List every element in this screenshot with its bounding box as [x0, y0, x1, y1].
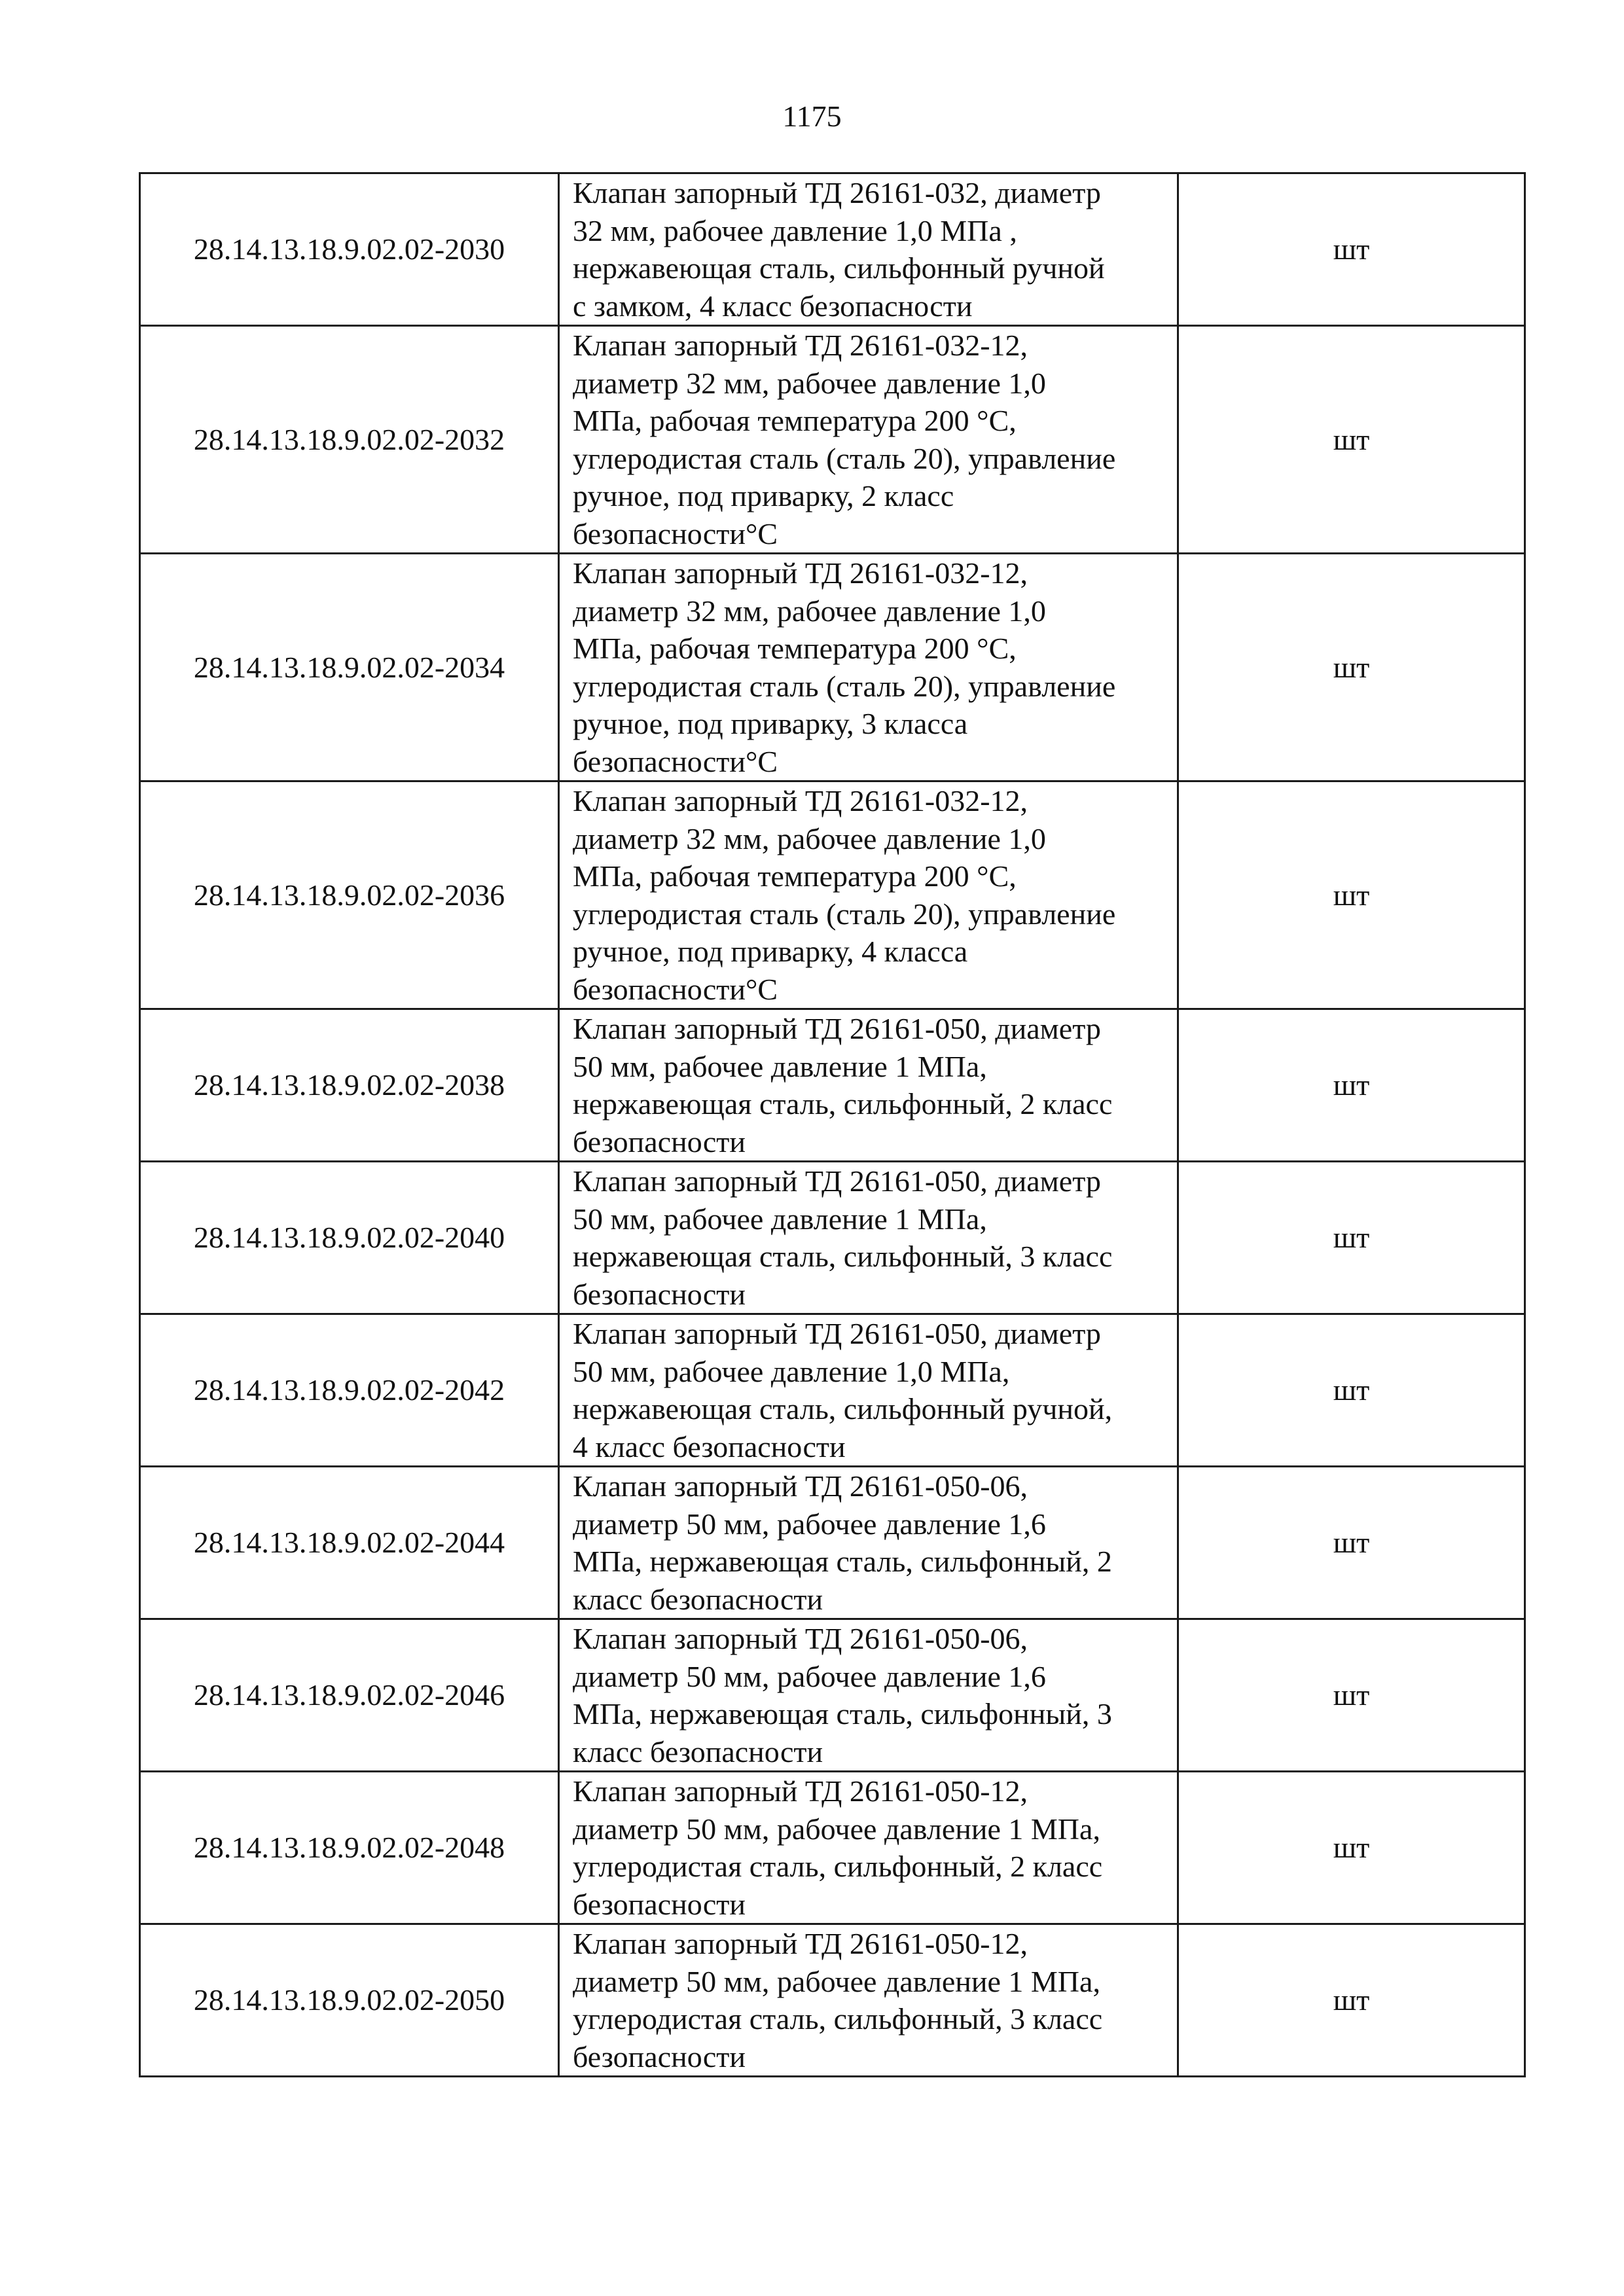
- table-row: [140, 781, 1525, 1009]
- item-code-cell: 28.14.13.18.9.02.02-2048: [140, 1772, 559, 1924]
- table-row: [140, 1009, 1525, 1162]
- item-unit-cell: шт: [1178, 1924, 1525, 2077]
- table-row: [140, 173, 1525, 326]
- item-code-cell: 28.14.13.18.9.02.02-2036: [140, 781, 559, 1009]
- table-row: [140, 1924, 1525, 2077]
- item-description-cell: Клапан запорный ТД 26161-050-06, диаметр 50 мм, рабочее давление 1,6 МПа, нержавеющая сталь, сильфонный, 2 класс безопасности: [559, 1467, 1178, 1619]
- item-description-cell: Клапан запорный ТД 26161-032-12, диаметр 32 мм, рабочее давление 1,0 МПа, рабочая температура 200 °С, углеродистая сталь (сталь 20), управление ручное, под приварку, 2 класс безопасности°С: [559, 326, 1178, 554]
- item-description-cell: Клапан запорный ТД 26161-032-12, диаметр 32 мм, рабочее давление 1,0 МПа, рабочая температура 200 °С, углеродистая сталь (сталь 20), управление ручное, под приварку, 4 класса безопасности°С: [559, 781, 1178, 1009]
- item-unit-cell: шт: [1178, 173, 1525, 326]
- item-code-cell: 28.14.13.18.9.02.02-2034: [140, 554, 559, 781]
- table-row: [140, 554, 1525, 781]
- item-description-cell: Клапан запорный ТД 26161-032-12, диаметр 32 мм, рабочее давление 1,0 МПа, рабочая температура 200 °С, углеродистая сталь (сталь 20), управление ручное, под приварку, 3 класса безопасности°С: [559, 554, 1178, 781]
- catalog-table-body: [140, 173, 1525, 2077]
- item-unit-cell: шт: [1178, 781, 1525, 1009]
- item-unit-cell: шт: [1178, 554, 1525, 781]
- table-row: [140, 1619, 1525, 1772]
- item-unit-cell: шт: [1178, 1162, 1525, 1314]
- item-code-cell: 28.14.13.18.9.02.02-2050: [140, 1924, 559, 2077]
- item-description-cell: Клапан запорный ТД 26161-032, диаметр 32 мм, рабочее давление 1,0 МПа , нержавеющая сталь, сильфонный ручной с замком, 4 класс безопасности: [559, 173, 1178, 326]
- item-code-cell: 28.14.13.18.9.02.02-2032: [140, 326, 559, 554]
- item-code-cell: 28.14.13.18.9.02.02-2040: [140, 1162, 559, 1314]
- table-row: [140, 1467, 1525, 1619]
- item-description-cell: Клапан запорный ТД 26161-050, диаметр 50 мм, рабочее давление 1,0 МПа, нержавеющая сталь, сильфонный ручной, 4 класс безопасности: [559, 1314, 1178, 1467]
- item-code-cell: 28.14.13.18.9.02.02-2046: [140, 1619, 559, 1772]
- item-unit-cell: шт: [1178, 1009, 1525, 1162]
- item-code-cell: 28.14.13.18.9.02.02-2042: [140, 1314, 559, 1467]
- item-description-cell: Клапан запорный ТД 26161-050, диаметр 50 мм, рабочее давление 1 МПа, нержавеющая сталь, сильфонный, 3 класс безопасности: [559, 1162, 1178, 1314]
- item-code-cell: 28.14.13.18.9.02.02-2030: [140, 173, 559, 326]
- item-description-cell: Клапан запорный ТД 26161-050-06, диаметр 50 мм, рабочее давление 1,6 МПа, нержавеющая сталь, сильфонный, 3 класс безопасности: [559, 1619, 1178, 1772]
- item-unit-cell: шт: [1178, 1772, 1525, 1924]
- item-unit-cell: шт: [1178, 1467, 1525, 1619]
- item-description-cell: Клапан запорный ТД 26161-050-12, диаметр 50 мм, рабочее давление 1 МПа, углеродистая сталь, сильфонный, 2 класс безопасности: [559, 1772, 1178, 1924]
- item-description-cell: Клапан запорный ТД 26161-050, диаметр 50 мм, рабочее давление 1 МПа, нержавеющая сталь, сильфонный, 2 класс безопасности: [559, 1009, 1178, 1162]
- table-row: [140, 326, 1525, 554]
- table-row: [140, 1772, 1525, 1924]
- item-code-cell: 28.14.13.18.9.02.02-2038: [140, 1009, 559, 1162]
- page-number: 1175: [782, 99, 842, 133]
- item-description-cell: Клапан запорный ТД 26161-050-12, диаметр 50 мм, рабочее давление 1 МПа, углеродистая сталь, сильфонный, 3 класс безопасности: [559, 1924, 1178, 2077]
- item-unit-cell: шт: [1178, 1314, 1525, 1467]
- table-row: [140, 1162, 1525, 1314]
- catalog-table: [139, 172, 1526, 2077]
- item-code-cell: 28.14.13.18.9.02.02-2044: [140, 1467, 559, 1619]
- table-row: [140, 1314, 1525, 1467]
- item-unit-cell: шт: [1178, 1619, 1525, 1772]
- item-unit-cell: шт: [1178, 326, 1525, 554]
